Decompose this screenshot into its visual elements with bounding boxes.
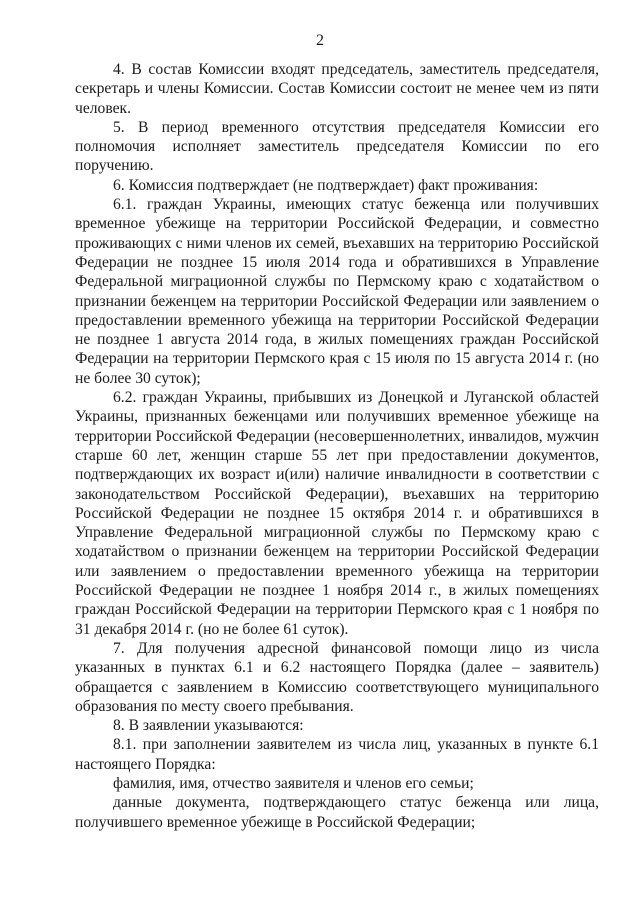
paragraph-6-2: 6.2. граждан Украины, прибывших из Донецкой и Луганской областей Украины, признанных беженцами или получивших временное убежище на территории Российской Федерации (несовершеннолетних, инвалидов, мужчин старше 60 лет, женщин старше 55 лет при предоставлении документов, подтверждающих их возраст и(или) наличие инвалидности в соответствии с законодательством Российской Федерации), въехавших на территорию Российской Федерации не позднее 15 октября 2014 г. и обратившихся в Управление Федеральной миграционной службы по Пермскому краю с ходатайством о признании беженцем на территории Российской Федерации или заявлением о предоставлении временного убежища на территории Российской Федерации не позднее 1 ноября 2014 г., в жилых помещениях граждан Российской Федерации на территории Пермского края с 1 ноября по 31 декабря 2014 г. (но не более 61 суток). [75,389,599,638]
paragraph-8-1-item-document: данные документа, подтверждающего статус беженца или лица, получившего временное убежище в Российской Федерации; [75,794,599,831]
paragraph-7: 7. Для получения адресной финансовой помощи лицо из числа указанных в пунктах 6.1 и 6.2 настоящего Порядка (далее – заявитель) обращается с заявлением в Комиссию соответствующего муниципального образования по месту своего пребывания. [75,639,599,715]
paragraph-4: 4. В состав Комиссии входят председатель, заместитель председателя, секретарь и члены Комиссии. Состав Комиссии состоит не менее чем из пяти человек. [75,61,599,117]
paragraph-6-1: 6.1. граждан Украины, имеющих статус беженца или получивших временное убежище на территории Российской Федерации, и совместно проживающих с ними членов их семей, въехавших на территорию Российской Федерации не позднее 15 июля 2014 года и обратившихся в Управление Федеральной миграционной службы по Пермскому краю с ходатайством о признании беженцем на территории Российской Федерации или заявлением о предоставлении временного убежища на территории Российской Федерации не позднее 1 августа 2014 года, в жилых помещениях граждан Российской Федерации на территории Пермского края с 15 июля по 15 августа 2014 г. (но не более 30 суток); [75,196,599,387]
document-body [75,60,599,832]
paragraph-8-1: 8.1. при заполнении заявителем из числа лиц, указанных в пункте 6.1 настоящего Порядка: [75,736,599,773]
paragraph-6: 6. Комиссия подтверждает (не подтверждает) факт проживания: [113,176,539,194]
paragraph-8-1-item-names: фамилия, имя, отчество заявителя и членов его семьи; [113,774,474,792]
page-number: 2 [316,32,324,49]
paragraph-8: 8. В заявлении указываются: [113,717,304,735]
paragraph-5: 5. В период временного отсутствия председателя Комиссии его полномочия исполняет заместитель председателя Комиссии по его поручению. [75,118,599,175]
